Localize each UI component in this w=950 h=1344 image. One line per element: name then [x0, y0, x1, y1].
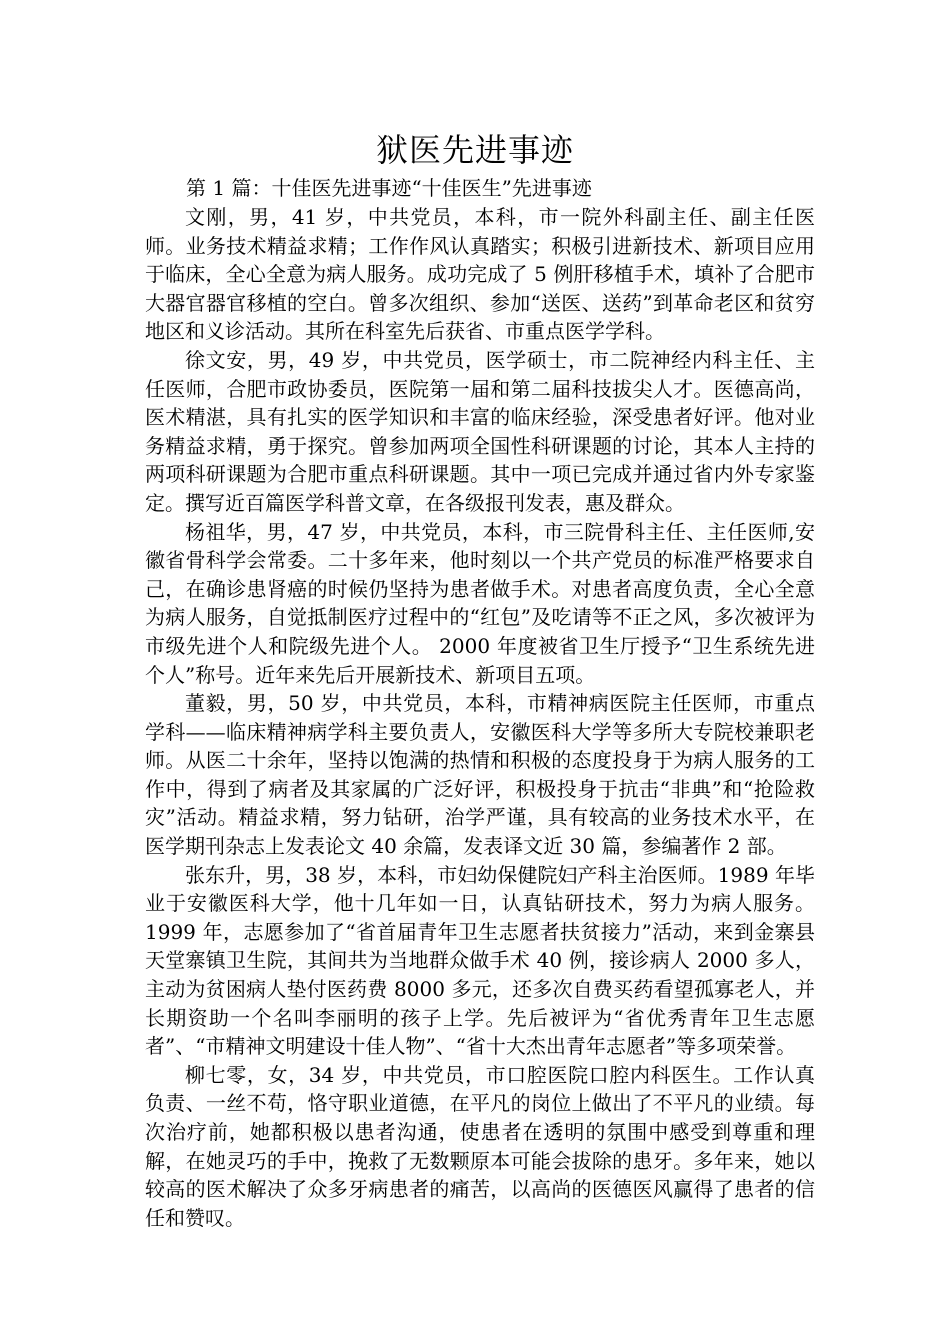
- paragraph-xu-wenan: 徐文安，男，49 岁，中共党员，医学硕士，市二院神经内科主任、主任医师，合肥市政协委员，医院第一届和第二届科技拔尖人才。医德高尚，医术精湛，具有扎实的医学知识和丰富的临床经验，深受患者好评。他对业务精益求精，勇于探究。曾参加两项全国性科研课题的讨论，其本人主持的两项科研课题为合肥市重点科研课题。其中一项已完成并通过省内外专家鉴定。撰写近百篇医学科普文章，在各级报刊发表，惠及群众。: [145, 347, 815, 515]
- document-title: 狱医先进事迹: [375, 131, 574, 169]
- paragraph-liu-qiling: 柳七零，女，34 岁，中共党员，市口腔医院口腔内科医生。工作认真负责、一丝不苟，恪守职业道德，在平凡的岗位上做出了不平凡的业绩。每次治疗前，她都积极以患者沟通，使患者在透明的氛围中感受到尊重和理解，在她灵巧的手中，挽救了无数颗原本可能会拔除的患牙。多年来，她以较高的医术解决了众多牙病患者的痛苦，以高尚的医德医风赢得了患者的信任和赞叹。: [145, 1062, 815, 1230]
- document-body: [145, 203, 815, 1232]
- paragraph-zhang-dongsheng: 张东升，男，38 岁，本科，市妇幼保健院妇产科主治医师。1989 年毕业于安徽医科大学，他十几年如一日，认真钻研技术，努力为病人服务。1999 年，志愿参加了“省首届青年卫生志愿者扶贫接力”活动，来到金寨县天堂寨镇卫生院，其间共为当地群众做手术 40 例，接诊病人 2000 多人，主动为贫困病人垫付医药费 8000 多元，还多次自费买药看望孤寡老人，并长期资助一个名叫李丽明的孩子上学。先后被评为“省优秀青年卫生志愿者”、“市精神文明建设十佳人物”、“省十大杰出青年志愿者”等多项荣誉。: [145, 862, 815, 1059]
- section-heading: 第 1 篇：十佳医先进事迹“十佳医生”先进事迹: [186, 176, 592, 200]
- paragraph-yang-zuhua: 杨祖华，男，47 岁，中共党员，本科，市三院骨科主任、主任医师,安徽省骨科学会常委。二十多年来，他时刻以一个共产党员的标准严格要求自己，在确诊患肾癌的时候仍坚持为患者做手术。对患者高度负责，全心全意为病人服务，自觉抵制医疗过程中的“红包”及吃请等不正之风，多次被评为市级先进个人和院级先进个人。 2000 年度被省卫生厅授予“卫生系统先进个人”称号。近年来先后开展新技术、新项目五项。: [145, 519, 815, 687]
- paragraph-wen-gang: 文刚，男，41 岁，中共党员，本科，市一院外科副主任、副主任医师。业务技术精益求精；工作作风认真踏实；积极引进新技术、新项目应用于临床，全心全意为病人服务。成功完成了 5 例肝移植手术，填补了合肥市大器官器官移植的空白。曾多次组织、参加“送医、送药”到革命老区和贫穷地区和义诊活动。其所在科室先后获省、市重点医学学科。: [145, 205, 815, 344]
- paragraph-dong-yi: 董毅，男，50 岁，中共党员，本科，市精神病医院主任医师，市重点学科——临床精神病学科主要负责人，安徽医科大学等多所大专院校兼职老师。从医二十余年，坚持以饱满的热情和积极的态度投身于为病人服务的工作中，得到了病者及其家属的广泛好评，积极投身于抗击“非典”和“抢险救灾”活动。精益求精，努力钻研，治学严谨，具有较高的业务技术水平，在医学期刊杂志上发表论文 40 余篇，发表译文近 30 篇，参编著作 2 部。: [145, 691, 815, 859]
